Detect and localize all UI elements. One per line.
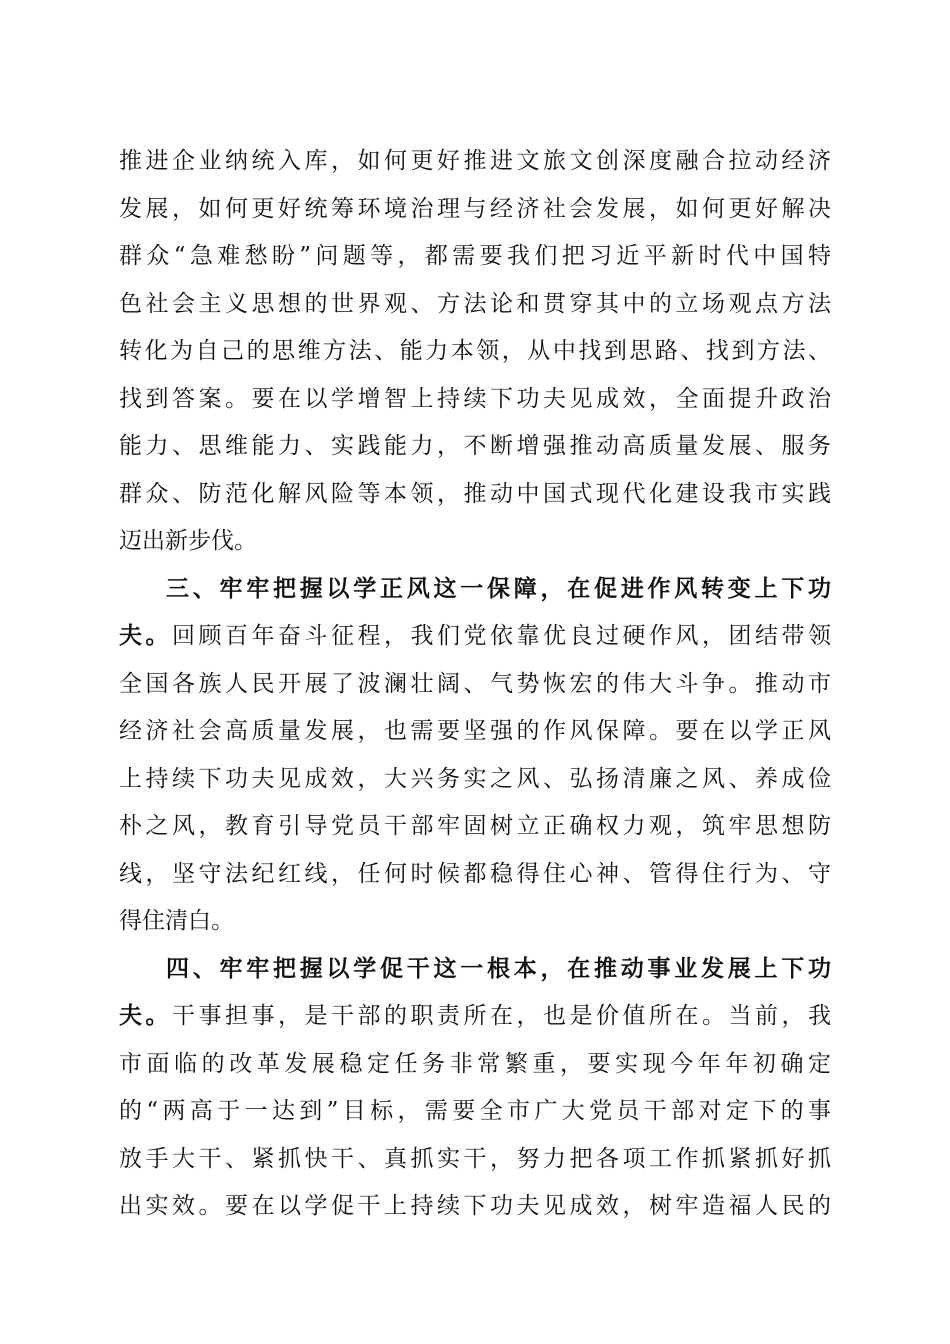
section-3-heading: 三、牢牢把握以学正风这一保障，在促进作风转变上下功 [166,575,831,602]
text-line: 群众、防范化解风险等本领，推动中国式现代化建设我市实践 [119,480,831,507]
text-line: 能力、思维能力、实践能力，不断增强推动高质量发展、服务 [119,433,831,459]
section-3-text: 回顾百年奋斗征程，我们党依靠优良过硬作风，团结带领 [172,623,831,649]
section-4-heading-continued [119,993,831,1041]
text-line: 放手大干、紧抓快干、真抓实干，努力把各项工作抓紧抓好抓 [119,1145,831,1172]
section-3-heading-end: 夫。 [119,623,172,649]
body-text [119,138,831,1231]
text-line: 迈出新步伐。 [119,528,257,554]
text-line: 经济社会高质量发展，也需要坚强的作风保障。要在以学正风 [119,718,831,744]
text-line: 全国各族人民开展了波澜壮阔、气势恢宏的伟大斗争。推动市 [119,670,831,697]
section-4-heading: 四、牢牢把握以学促干这一根本，在推动事业发展上下功 [166,955,831,982]
text-line: 群众“急难愁盼”问题等，都需要我们把习近平新时代中国特 [119,243,831,269]
section-3-heading-continued [119,613,831,661]
text-line: 出实效。要在以学促干上持续下功夫见成效，树牢造福人民的 [119,1193,831,1219]
text-line: 的“两高于一达到”目标，需要全市广大党员干部对定下的事 [119,1098,831,1124]
text-line: 市面临的改革发展稳定任务非常繁重，要实现今年年初确定 [119,1050,831,1077]
text-line: 得住清白。 [119,908,234,934]
section-4-text: 干事担事，是干部的职责所在，也是价值所在。当前，我 [172,1003,831,1029]
text-line: 上持续下功夫见成效，大兴务实之风、弘扬清廉之风、养成俭 [119,765,831,792]
text-line: 色社会主义思想的世界观、方法论和贯穿其中的立场观点方法 [119,290,831,317]
text-line: 转化为自己的思维方法、能力本领，从中找到思路、找到方法、 [119,338,831,364]
text-line: 找到答案。要在以学增智上持续下功夫见成效，全面提升政治 [119,385,831,412]
text-line: 推进企业纳统入库，如何更好推进文旅文创深度融合拉动经济 [119,148,831,174]
section-4-heading-end: 夫。 [119,1003,172,1029]
text-line: 线，坚守法纪红线，任何时候都稳得住心神、管得住行为、守 [119,860,831,887]
text-line: 朴之风，教育引导党员干部牢固树立正确权力观，筑牢思想防 [119,813,831,839]
text-line: 发展，如何更好统筹环境治理与经济社会发展，如何更好解决 [119,195,831,222]
